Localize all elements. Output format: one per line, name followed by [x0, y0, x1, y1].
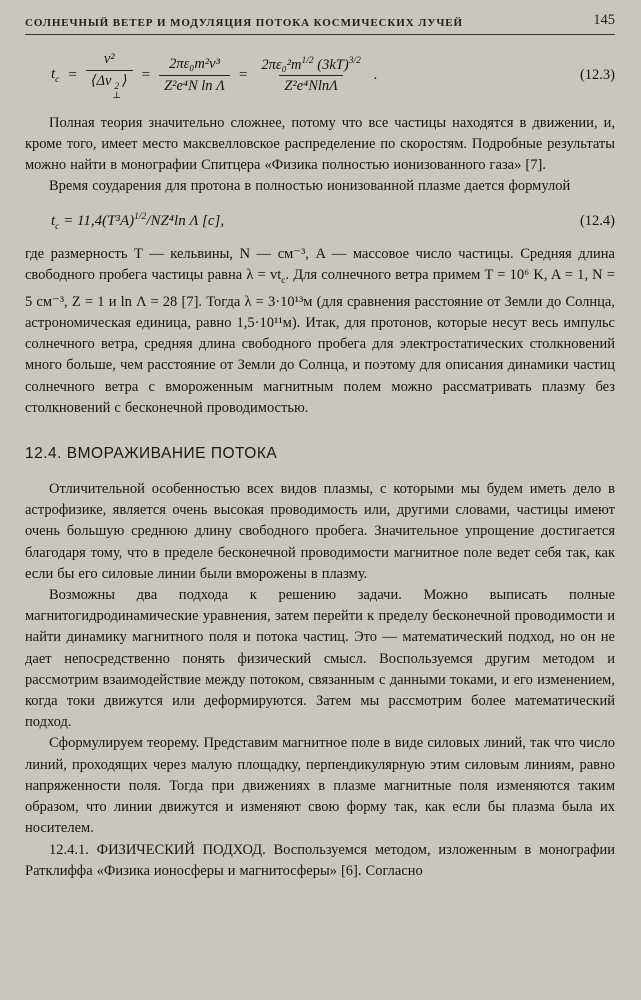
math-text: ⟨Δv — [90, 72, 112, 89]
fraction-3 — [256, 55, 365, 97]
math-sup: 1/2 — [301, 55, 314, 66]
paragraph-theorem: Сформулируем теорему. Представим магнитное поле в виде силовых линий, так что число линий, проходящих через малую площадку, перпендикулярную этим силовым линиям, равно напряженности поля. Тогда при движениях в плазме магнитные поля изменяются таким образом, что линии движутся и изменяют свою форму так, как если бы плазма была их носителем. — [25, 735, 615, 837]
equals-sign: = — [141, 66, 151, 83]
math-sub: c — [281, 275, 286, 286]
running-header — [25, 12, 615, 35]
fraction-denominator — [86, 70, 133, 101]
equation-12-4 — [25, 212, 615, 232]
math-text: ⟩ — [121, 72, 128, 89]
paragraph-physical-approach: 12.4.1. ФИЗИЧЕСКИЙ ПОДХОД. Воспользуемся методом, изложенным в монографии Ратклиффа «Физика ионосферы и магнитосферы» [6]. Согласно — [25, 841, 615, 879]
paragraph-text: где размерность T — кельвины, N — см⁻³, A — массовое число частицы. Средняя длина свободного пробега частицы равна λ = vt — [25, 245, 615, 283]
page-number: 145 — [593, 12, 615, 28]
math-expr: /NZ⁴ln Λ [с], — [146, 212, 225, 229]
math-lhs — [51, 66, 59, 85]
running-header-title: СОЛНЕЧНЫЙ ВЕТЕР И МОДУЛЯЦИЯ ПОТОКА КОСМИЧЕСКИХ ЛУЧЕЙ — [25, 17, 463, 29]
equation-12-4-body — [25, 212, 580, 232]
equation-number: (12.4) — [579, 213, 615, 230]
math-sup: 1/2 — [134, 211, 147, 222]
section-heading: 12.4. ВМОРАЖИВАНИЕ ПОТОКА — [25, 445, 278, 463]
fraction-denominator: Z²e⁴N ln Λ — [159, 75, 230, 96]
math-sub: c — [55, 74, 60, 85]
equation-number: (12.3) — [579, 66, 615, 83]
equals-sign: = — [238, 66, 248, 83]
fraction-2 — [159, 55, 230, 96]
math-sub: c — [55, 221, 60, 232]
math-expr: = 11,4(T³A) — [59, 212, 135, 229]
math-var: t — [51, 212, 56, 229]
math-text: 2πε₀²m — [261, 56, 302, 73]
math-var: t — [51, 65, 56, 82]
paragraph-text: . Для солнечного ветра примем T = 10⁶ K, A = 1, N = 5 см⁻³, Z = 1 и ln Λ = 28 [7]. Тогда λ = 3·10¹³м (для сравнения расстояние от Земли до Солнца, астрономическая единица, равно 1,5·10¹¹м). Итак, для протонов, которые несут весь импульс солнечного ветра, средняя длина свободного пробега для электростатических столкновений много больше, чем расстояние от Земли до Солнца, и поэтому для описания динамики частиц солнечного ветра с вмороженным магнитным полем можно рассматривать плазму без столкновений с бесконечной проводимостью. — [25, 266, 615, 416]
paragraph-collision-time-intro: Время соударения для протона в полностью ионизованной плазме дается формулой — [49, 178, 571, 195]
paragraph-two-approaches: Возможны два подхода к решению задачи. Можно выписать полные магнитогидродинамические уравнения, затем перейти к пределу бесконечной проводимости и найти динамику магнитного поля и потока частиц. Это — математический подход, но он не дает непосредственно понять физический смысл. Воспользуемся другим методом и рассмотрим взаимодействие между потоком, связанным с данными токами, и его изменением, когда токи движутся или деформируются. Затем мы рассмотрим более математический подход. — [25, 587, 615, 731]
equation-12-3-body — [25, 50, 580, 101]
math-lhs — [51, 212, 224, 232]
math-sup: 3/2 — [348, 55, 361, 66]
fraction-1 — [86, 50, 133, 101]
fraction-numerator — [256, 55, 365, 76]
paragraph-dimensions — [25, 244, 615, 420]
paragraph-plasma-conductivity: Отличительной особенностью всех видов плазмы, с которыми мы будем иметь дело в астрофизике, является очень высокая проводимость или, другими словами, частицы имеют очень большую среднюю длину свободного пробега. Значительное упрощение достигается благодаря тому, что в пределе бесконечной проводимости магнитное поле ведет себя так, как если бы его силовые линии были вморожены в плазму. — [25, 481, 615, 582]
fraction-denominator: Z²e⁴NlnΛ — [279, 75, 343, 96]
fraction-numerator: 2πε₀m²v³ — [169, 56, 220, 73]
equation-12-3 — [25, 50, 615, 101]
equals-sign: = — [68, 66, 77, 83]
sub-sup-stack — [112, 82, 120, 101]
math-sub: ⊥ — [112, 90, 121, 101]
math-period: . — [373, 66, 378, 83]
paragraph-theory: Полная теория значительно сложнее, потому что все частицы находятся в движении, и, кроме того, имеет место максвелловское распределение по скоростям. Подробные результаты можно найти в монографии Спитцера «Физика полностью ионизованного газа» [7]. — [25, 114, 615, 174]
fraction-numerator: v² — [103, 51, 115, 67]
math-text: (3kT) — [313, 56, 349, 73]
math-sup: 2 — [114, 80, 119, 91]
